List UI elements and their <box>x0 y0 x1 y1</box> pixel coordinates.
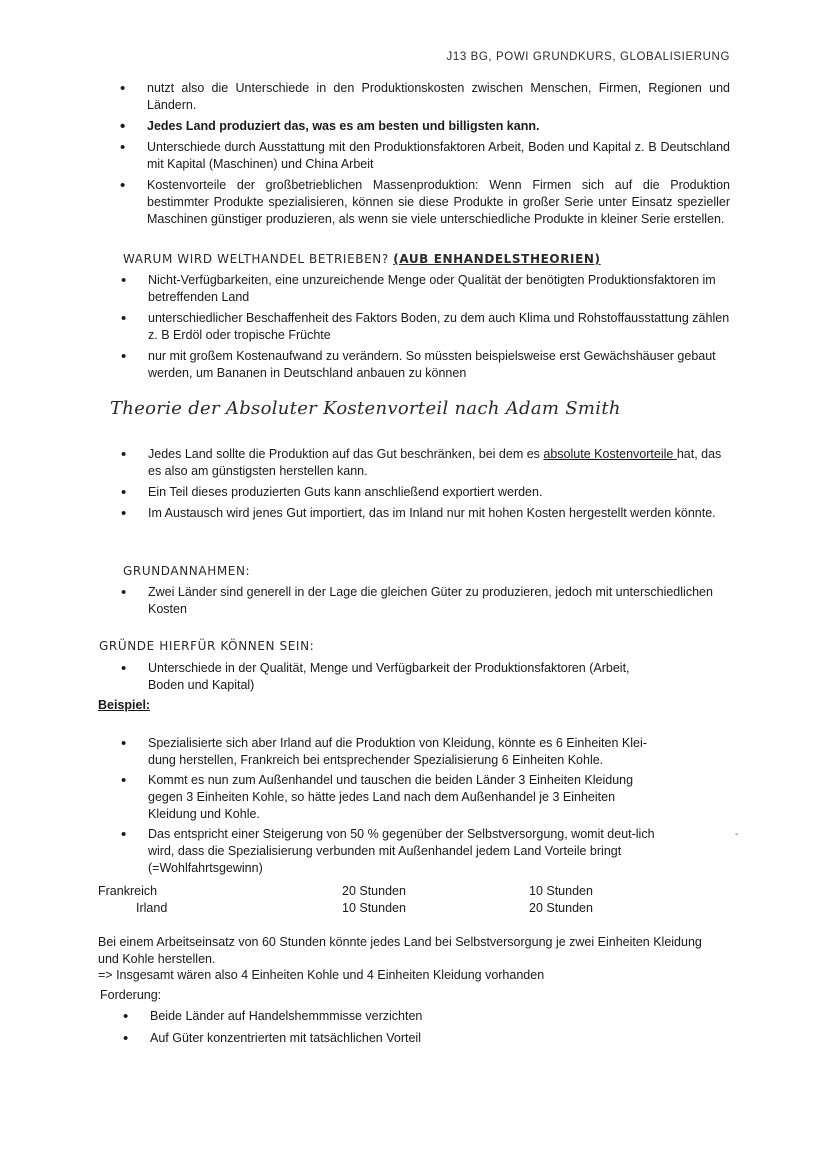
list-item: • Auf Güter konzentrierten mit tatsächlichen Vorteil <box>150 1030 650 1047</box>
page-header: J13 BG, POWI GRUNDKURS, GLOBALISIERUNG <box>446 51 730 63</box>
table-cell: 10 Stunden <box>529 884 593 898</box>
warum-heading <box>123 251 601 268</box>
forderung-label: Forderung: <box>100 988 162 1002</box>
list-item: • Nicht-Verfügbarkeiten, eine unzureichende Menge oder Qualität der benötigten Produktionsfaktoren im betreffenden Land <box>148 272 738 306</box>
list-item: • Jedes Land produziert das, was es am besten und billigsten kann. <box>147 118 730 135</box>
table-cell-country: Frankreich <box>98 884 158 898</box>
warum-heading-extra: (AUB ENHANDELSTHEORIEN) <box>393 252 601 266</box>
hours-table <box>98 883 593 917</box>
table-row <box>98 900 593 917</box>
summary-line1: Bei einem Arbeitseinsatz von 60 Stunden könnte jedes Land bei Selbstversorgung je zwei Einheiten Kleidung und Kohle herstellen. <box>98 935 702 966</box>
warum-heading-text: WARUM WIRD WELTHANDEL BETRIEBEN? <box>123 252 389 266</box>
list-item: • Unterschiede in der Qualität, Menge und Verfügbarkeit der Produktionsfaktoren (Arbeit, Boden und Kapital) <box>148 660 668 694</box>
list-item: • Beide Länder auf Handelshemmmisse verzichten <box>150 1008 650 1025</box>
forderung-list <box>150 1008 650 1051</box>
list-item: • Im Austausch wird jenes Gut importiert, das im Inland nur mit hohen Kosten hergestellt werden könnte. <box>148 505 730 522</box>
theorie-item1-a: Jedes Land sollte die Produktion auf das Gut beschränken, bei dem es <box>148 447 544 461</box>
margin-mark: - <box>735 829 739 840</box>
table-cell: 20 Stunden <box>529 901 593 915</box>
gruende-list <box>148 660 668 698</box>
list-item: • Unterschiede durch Ausstattung mit den Produktionsfaktoren Arbeit, Boden und Kapital z. B Deutschland mit Kapital (Maschinen) und China Arbeit <box>147 139 730 173</box>
list-item: • Kostenvorteile der großbetrieblichen Massenproduktion: Wenn Firmen sich auf die Produktion bestimmter Produkte spezialisieren, können sie diese Produkte in großer Serie unter Einsatz spezieller Maschinen günstiger produzieren, als wenn sie viele unterschiedliche Produkte in kleiner Serie erstellen. <box>147 177 730 228</box>
gruende-heading: GRÜNDE HIERFÜR KÖNNEN SEIN: <box>99 639 315 653</box>
theorie-item1-underlined: absolute Kostenvorteile <box>543 447 677 461</box>
list-item: • unterschiedlicher Beschaffenheit des Faktors Boden, zu dem auch Klima und Rohstoffausstattung zählen z. B Erdöl oder tropische Früchte <box>148 310 738 344</box>
beispiel-label: Beispiel: <box>98 698 151 712</box>
summary-line2: => Insgesamt wären also 4 Einheiten Kohle und 4 Einheiten Kleidung vorhanden <box>98 968 545 982</box>
grundannahmen-heading: GRUNDANNAHMEN: <box>123 564 251 578</box>
table-row <box>98 883 593 900</box>
list-item: • Ein Teil dieses produzierten Guts kann anschließend exportiert werden. <box>148 484 730 501</box>
beispiel-list <box>148 735 658 881</box>
intro-list <box>147 80 730 232</box>
table-cell: 20 Stunden <box>342 884 406 898</box>
list-item: • Spezialisierte sich aber Irland auf die Produktion von Kleidung, könnte es 6 Einheiten Klei-dung herstellen, Frankreich bei entsprechender Spezialisierung 6 Einheiten Kohle. <box>148 735 658 769</box>
list-item: • nur mit großem Kostenaufwand zu verändern. So müssten beispielsweise erst Gewächshäuser gebaut werden, um Bananen in Deutschland anbauen zu können <box>148 348 738 382</box>
theorie-item1-b: hat, das es also am günstigsten herstellen kann. <box>148 447 722 478</box>
theorie-list <box>148 446 730 526</box>
list-item: • Das entspricht einer Steigerung von 50 % gegenüber der Selbstversorgung, womit deut-lich wird, dass die Spezialisierung verbunden mit Außenhandel jedem Land Vorteile bringt (=Wohlfahrtsgewinn) <box>148 826 658 877</box>
warum-list <box>148 272 738 386</box>
theorie-heading: Theorie der Absoluter Kostenvorteil nach Adam Smith <box>110 398 621 419</box>
list-item: • Kommt es nun zum Außenhandel und tauschen die beiden Länder 3 Einheiten Kleidung gegen 3 Einheiten Kohle, so hätte jedes Land nach dem Außenhandel je 3 Einheiten Kleidung und Kohle. <box>148 772 658 823</box>
list-item: • Zwei Länder sind generell in der Lage die gleichen Güter zu produzieren, jedoch mit unterschiedlichen Kosten <box>148 584 730 618</box>
table-cell: 10 Stunden <box>342 901 406 915</box>
grundannahmen-list <box>148 584 730 622</box>
list-item: • nutzt also die Unterschiede in den Produktionskosten zwischen Menschen, Firmen, Regionen und Ländern. <box>147 80 730 114</box>
list-item <box>148 446 730 480</box>
table-cell-country: Irland <box>136 901 168 915</box>
